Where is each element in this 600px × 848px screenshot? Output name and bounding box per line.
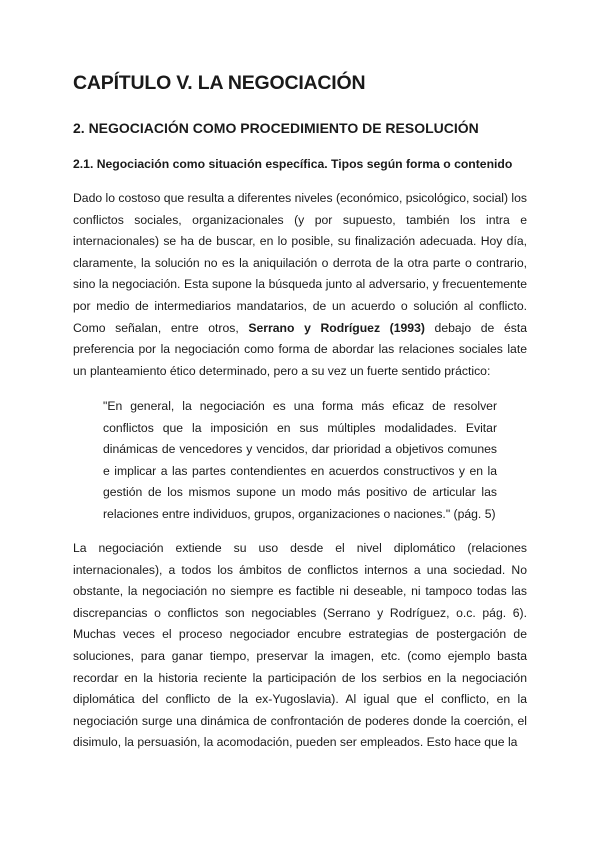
- section-title: 2. NEGOCIACIÓN COMO PROCEDIMIENTO DE RESOLUCIÓN: [73, 120, 479, 136]
- block-quote: "En general, la negociación es una forma más eficaz de resolver conflictos que la imposición en sus múltiples modalidades. Evitar dinámicas de vencedores y vencidos, dar prioridad a objetivos comunes e implicar a las partes contendientes en acuerdos constructivos y en la gestión de los mismos supone un modo más positivo de articular las relaciones entre individuos, grupos, organizaciones o naciones." (pág. 5): [103, 399, 497, 521]
- citation-serrano-rodriguez: Serrano y Rodríguez (1993): [248, 320, 425, 335]
- subsection-title: 2.1. Negociación como situación específica. Tipos según forma o contenido: [73, 157, 513, 171]
- body-paragraph-1: [73, 188, 527, 382]
- body-paragraph-2: La negociación extiende su uso desde el nivel diplomático (relaciones internacionales), a todos los ámbitos de conflictos internos a una sociedad. No obstante, la negociación no siempre es factible ni deseable, ni tampoco todas las discrepancias o conflictos son negociables (Serrano y Rodríguez, o.c. pág. 6). Muchas veces el proceso negociador encubre estrategias de postergación de soluciones, para ganar tiempo, preservar la imagen, etc. (como ejemplo basta recordar en la historia reciente la participación de los serbios en la negociación diplomática del conflicto de la ex-Yugoslavia). Al igual que el conflicto, en la negociación surge una dinámica de confrontación de poderes donde la coerción, el disimulo, la persuasión, la acomodación, pueden ser empleados. Esto hace que la: [73, 541, 527, 750]
- chapter-title: CAPÍTULO V. LA NEGOCIACIÓN: [73, 72, 366, 94]
- paragraph-1-text-after: debajo de ésta preferencia por la negociación como forma de abordar las relaciones sociales late un planteamiento ético determinado, pero a su vez un fuerte sentido práctico:: [73, 320, 527, 378]
- paragraph-1-text-before: Dado lo costoso que resulta a diferentes niveles (económico, psicológico, social) los conflictos sociales, organizacionales (y por supuesto, también los intra e internacionales) se ha de buscar, en lo posible, su finalización adecuada. Hoy día, claramente, la solución no es la aniquilación o derrota de la otra parte o contrario, sino la negociación. Esta supone la búsqueda junto al adversario, y frecuentemente por medio de intermediarios mandatarios, de un acuerdo o solución al conflicto. Como señalan, entre otros,: [73, 191, 527, 335]
